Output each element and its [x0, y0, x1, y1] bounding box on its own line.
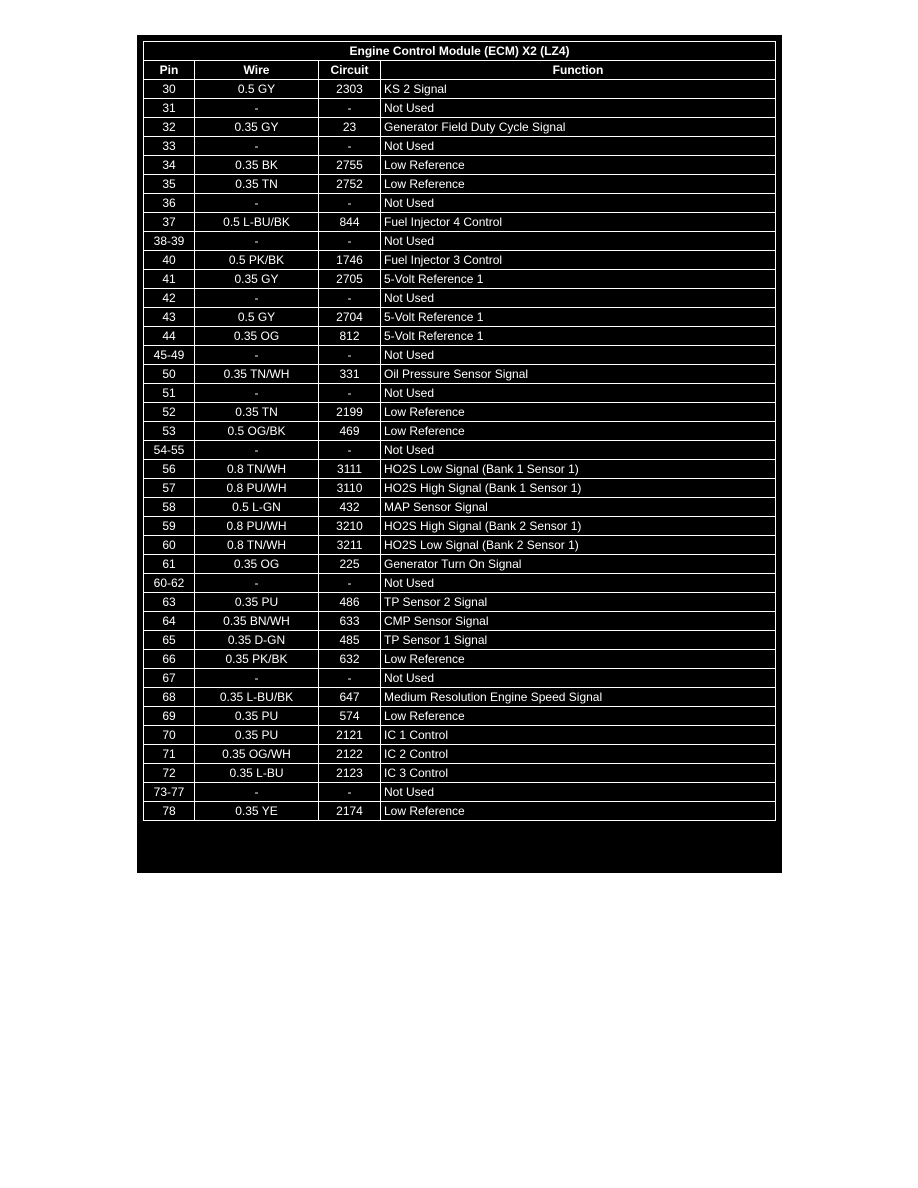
wire-cell: 0.5 L-GN — [195, 498, 319, 517]
circuit-cell: 486 — [319, 593, 381, 612]
table-row — [144, 232, 776, 251]
function-cell: Low Reference — [381, 802, 776, 821]
wire-cell: - — [195, 194, 319, 213]
table-row — [144, 688, 776, 707]
pin-cell: 78 — [144, 802, 195, 821]
function-cell: TP Sensor 2 Signal — [381, 593, 776, 612]
table-row — [144, 213, 776, 232]
wire-cell: 0.8 TN/WH — [195, 460, 319, 479]
function-cell: Not Used — [381, 574, 776, 593]
pin-cell: 35 — [144, 175, 195, 194]
pin-cell: 53 — [144, 422, 195, 441]
function-cell: 5-Volt Reference 1 — [381, 327, 776, 346]
wire-cell: 0.35 GY — [195, 270, 319, 289]
header-function: Function — [381, 61, 776, 80]
circuit-cell: 225 — [319, 555, 381, 574]
wire-cell: 0.35 D-GN — [195, 631, 319, 650]
circuit-cell: 2123 — [319, 764, 381, 783]
circuit-cell: - — [319, 99, 381, 118]
wire-cell: 0.35 BN/WH — [195, 612, 319, 631]
pin-cell: 65 — [144, 631, 195, 650]
function-cell: Medium Resolution Engine Speed Signal — [381, 688, 776, 707]
table-row — [144, 289, 776, 308]
wire-cell: 0.35 PU — [195, 593, 319, 612]
pin-cell: 56 — [144, 460, 195, 479]
table-row — [144, 479, 776, 498]
pin-cell: 60-62 — [144, 574, 195, 593]
function-cell: Low Reference — [381, 156, 776, 175]
pin-cell: 71 — [144, 745, 195, 764]
function-cell: Not Used — [381, 441, 776, 460]
wire-cell: 0.35 YE — [195, 802, 319, 821]
circuit-cell: 3211 — [319, 536, 381, 555]
table-row — [144, 308, 776, 327]
header-pin: Pin — [144, 61, 195, 80]
connector-table-frame — [137, 35, 782, 873]
table-row — [144, 707, 776, 726]
table-row — [144, 346, 776, 365]
wire-cell: 0.35 OG — [195, 555, 319, 574]
function-cell: HO2S Low Signal (Bank 1 Sensor 1) — [381, 460, 776, 479]
table-row — [144, 631, 776, 650]
pin-cell: 43 — [144, 308, 195, 327]
circuit-cell: 812 — [319, 327, 381, 346]
table-row — [144, 118, 776, 137]
pin-cell: 54-55 — [144, 441, 195, 460]
function-cell: KS 2 Signal — [381, 80, 776, 99]
table-body — [144, 80, 776, 821]
table-row — [144, 270, 776, 289]
pin-cell: 66 — [144, 650, 195, 669]
function-cell: TP Sensor 1 Signal — [381, 631, 776, 650]
table-row — [144, 99, 776, 118]
circuit-cell: 844 — [319, 213, 381, 232]
header-circuit: Circuit — [319, 61, 381, 80]
circuit-cell: - — [319, 232, 381, 251]
function-cell: IC 1 Control — [381, 726, 776, 745]
circuit-cell: 2199 — [319, 403, 381, 422]
pin-cell: 63 — [144, 593, 195, 612]
circuit-cell: - — [319, 574, 381, 593]
wire-cell: - — [195, 783, 319, 802]
pin-cell: 68 — [144, 688, 195, 707]
table-title: Engine Control Module (ECM) X2 (LZ4) — [144, 42, 776, 61]
pin-cell: 52 — [144, 403, 195, 422]
table-row — [144, 156, 776, 175]
table-row — [144, 403, 776, 422]
wire-cell: 0.35 OG/WH — [195, 745, 319, 764]
function-cell: Not Used — [381, 384, 776, 403]
table-row — [144, 137, 776, 156]
table-row — [144, 764, 776, 783]
circuit-cell: 574 — [319, 707, 381, 726]
circuit-cell: 3210 — [319, 517, 381, 536]
wire-cell: 0.35 TN/WH — [195, 365, 319, 384]
wire-cell: - — [195, 384, 319, 403]
circuit-cell: 2705 — [319, 270, 381, 289]
table-row — [144, 498, 776, 517]
pin-cell: 32 — [144, 118, 195, 137]
pin-cell: 40 — [144, 251, 195, 270]
table-row — [144, 441, 776, 460]
table-row — [144, 536, 776, 555]
pin-cell: 57 — [144, 479, 195, 498]
table-row — [144, 327, 776, 346]
function-cell: Oil Pressure Sensor Signal — [381, 365, 776, 384]
wire-cell: 0.35 L-BU/BK — [195, 688, 319, 707]
circuit-cell: - — [319, 289, 381, 308]
function-cell: Generator Field Duty Cycle Signal — [381, 118, 776, 137]
table-row — [144, 745, 776, 764]
pin-cell: 64 — [144, 612, 195, 631]
table-row — [144, 802, 776, 821]
wire-cell: 0.35 OG — [195, 327, 319, 346]
pin-cell: 60 — [144, 536, 195, 555]
circuit-cell: - — [319, 783, 381, 802]
function-cell: Low Reference — [381, 707, 776, 726]
pin-cell: 37 — [144, 213, 195, 232]
header-wire: Wire — [195, 61, 319, 80]
wire-cell: 0.35 TN — [195, 403, 319, 422]
circuit-cell: 2704 — [319, 308, 381, 327]
table-row — [144, 650, 776, 669]
function-cell: MAP Sensor Signal — [381, 498, 776, 517]
table-row — [144, 574, 776, 593]
table-row — [144, 175, 776, 194]
table-title-row — [144, 42, 776, 61]
pin-cell: 36 — [144, 194, 195, 213]
function-cell: Generator Turn On Signal — [381, 555, 776, 574]
table-row — [144, 593, 776, 612]
wire-cell: 0.35 TN — [195, 175, 319, 194]
circuit-cell: - — [319, 441, 381, 460]
table-header-row — [144, 61, 776, 80]
function-cell: IC 2 Control — [381, 745, 776, 764]
function-cell: Fuel Injector 3 Control — [381, 251, 776, 270]
table-row — [144, 365, 776, 384]
circuit-cell: 3110 — [319, 479, 381, 498]
circuit-cell: 23 — [319, 118, 381, 137]
table-row — [144, 80, 776, 99]
circuit-cell: 633 — [319, 612, 381, 631]
wire-cell: - — [195, 669, 319, 688]
circuit-cell: 632 — [319, 650, 381, 669]
circuit-cell: 2303 — [319, 80, 381, 99]
pin-cell: 31 — [144, 99, 195, 118]
circuit-cell: 2755 — [319, 156, 381, 175]
wire-cell: 0.8 TN/WH — [195, 536, 319, 555]
function-cell: Low Reference — [381, 175, 776, 194]
wire-cell: 0.35 GY — [195, 118, 319, 137]
table-row — [144, 669, 776, 688]
pin-cell: 38-39 — [144, 232, 195, 251]
pin-cell: 51 — [144, 384, 195, 403]
function-cell: Not Used — [381, 194, 776, 213]
connector-pinout-table — [143, 41, 776, 821]
pin-cell: 34 — [144, 156, 195, 175]
circuit-cell: 1746 — [319, 251, 381, 270]
function-cell: Low Reference — [381, 403, 776, 422]
pin-cell: 61 — [144, 555, 195, 574]
circuit-cell: - — [319, 137, 381, 156]
wire-cell: - — [195, 137, 319, 156]
wire-cell: 0.35 BK — [195, 156, 319, 175]
circuit-cell: 2121 — [319, 726, 381, 745]
wire-cell: - — [195, 289, 319, 308]
function-cell: CMP Sensor Signal — [381, 612, 776, 631]
pin-cell: 41 — [144, 270, 195, 289]
wire-cell: - — [195, 99, 319, 118]
function-cell: Not Used — [381, 669, 776, 688]
function-cell: Not Used — [381, 289, 776, 308]
circuit-cell: 469 — [319, 422, 381, 441]
table-row — [144, 422, 776, 441]
pin-cell: 58 — [144, 498, 195, 517]
wire-cell: 0.35 PU — [195, 726, 319, 745]
pin-cell: 67 — [144, 669, 195, 688]
pin-cell: 70 — [144, 726, 195, 745]
function-cell: HO2S High Signal (Bank 2 Sensor 1) — [381, 517, 776, 536]
circuit-cell: 2752 — [319, 175, 381, 194]
table-row — [144, 251, 776, 270]
wire-cell: - — [195, 574, 319, 593]
wire-cell: 0.5 GY — [195, 308, 319, 327]
wire-cell: 0.35 PK/BK — [195, 650, 319, 669]
circuit-cell: 647 — [319, 688, 381, 707]
pin-cell: 59 — [144, 517, 195, 536]
circuit-cell: 2122 — [319, 745, 381, 764]
pin-cell: 33 — [144, 137, 195, 156]
circuit-cell: 485 — [319, 631, 381, 650]
wire-cell: - — [195, 346, 319, 365]
pin-cell: 69 — [144, 707, 195, 726]
function-cell: Low Reference — [381, 422, 776, 441]
table-row — [144, 517, 776, 536]
wire-cell: 0.5 PK/BK — [195, 251, 319, 270]
circuit-cell: - — [319, 384, 381, 403]
table-row — [144, 612, 776, 631]
pin-cell: 30 — [144, 80, 195, 99]
table-row — [144, 194, 776, 213]
function-cell: Not Used — [381, 137, 776, 156]
wire-cell: 0.8 PU/WH — [195, 479, 319, 498]
circuit-cell: - — [319, 194, 381, 213]
wire-cell: - — [195, 441, 319, 460]
wire-cell: 0.35 PU — [195, 707, 319, 726]
wire-cell: - — [195, 232, 319, 251]
function-cell: Fuel Injector 4 Control — [381, 213, 776, 232]
function-cell: HO2S Low Signal (Bank 2 Sensor 1) — [381, 536, 776, 555]
wire-cell: 0.35 L-BU — [195, 764, 319, 783]
pin-cell: 45-49 — [144, 346, 195, 365]
wire-cell: 0.5 OG/BK — [195, 422, 319, 441]
wire-cell: 0.5 GY — [195, 80, 319, 99]
table-row — [144, 555, 776, 574]
table-row — [144, 726, 776, 745]
pin-cell: 73-77 — [144, 783, 195, 802]
function-cell: IC 3 Control — [381, 764, 776, 783]
table-row — [144, 783, 776, 802]
function-cell: Not Used — [381, 346, 776, 365]
function-cell: HO2S High Signal (Bank 1 Sensor 1) — [381, 479, 776, 498]
function-cell: Not Used — [381, 99, 776, 118]
function-cell: 5-Volt Reference 1 — [381, 270, 776, 289]
wire-cell: 0.5 L-BU/BK — [195, 213, 319, 232]
function-cell: Low Reference — [381, 650, 776, 669]
function-cell: 5-Volt Reference 1 — [381, 308, 776, 327]
function-cell: Not Used — [381, 783, 776, 802]
circuit-cell: - — [319, 669, 381, 688]
table-row — [144, 384, 776, 403]
pin-cell: 42 — [144, 289, 195, 308]
circuit-cell: 331 — [319, 365, 381, 384]
circuit-cell: - — [319, 346, 381, 365]
circuit-cell: 2174 — [319, 802, 381, 821]
function-cell: Not Used — [381, 232, 776, 251]
circuit-cell: 3111 — [319, 460, 381, 479]
pin-cell: 72 — [144, 764, 195, 783]
circuit-cell: 432 — [319, 498, 381, 517]
table-row — [144, 460, 776, 479]
pin-cell: 50 — [144, 365, 195, 384]
wire-cell: 0.8 PU/WH — [195, 517, 319, 536]
pin-cell: 44 — [144, 327, 195, 346]
